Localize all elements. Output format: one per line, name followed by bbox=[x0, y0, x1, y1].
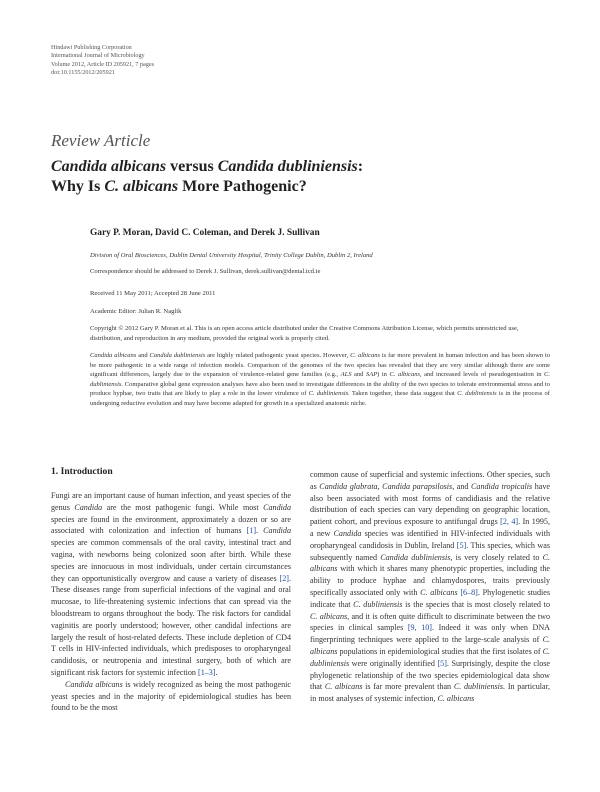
section-heading: 1. Introduction bbox=[51, 466, 113, 477]
received-dates: Received 11 May 2011; Accepted 28 June 2011 bbox=[90, 290, 216, 297]
text-run: and bbox=[136, 352, 150, 359]
italic-text: C. albicans bbox=[350, 352, 380, 359]
text-run: is widely recognized as being the most pathogenic yeast species and in the majority of epidemiological studies has been found to be the most bbox=[51, 679, 291, 713]
text-run: . Surprisingly, despite the close phylogenetic relationship of the two species epidemiological data show that bbox=[310, 658, 550, 692]
text-run: . Indeed it was only when DNA fingerprinting techniques were applied to the large-scale analysis of bbox=[310, 623, 551, 645]
italic-text: SAP bbox=[365, 371, 378, 379]
citation-link[interactable]: [5] bbox=[456, 540, 467, 550]
citation-link[interactable]: [2] bbox=[279, 573, 289, 583]
text-run: is in the process of undergoing reductive evolution and may have become adapted for growth in a specialized anatomic niche. bbox=[90, 390, 550, 407]
citation-link[interactable]: [1–3] bbox=[198, 667, 216, 677]
text-run: is far more prevalent than bbox=[362, 682, 454, 692]
italic-text: Candida bbox=[263, 502, 291, 512]
text-run: . In 1995, a new bbox=[310, 517, 550, 538]
citation-link[interactable]: [6–8] bbox=[460, 587, 478, 597]
text-run: with which it shares many phenotypic properties, including the ability to produce hyphae and chlamydospores, traits previously specifically associated only with bbox=[310, 564, 550, 597]
text-run: is the species that is most closely related to bbox=[402, 599, 550, 609]
author-list: Gary P. Moran, David C. Coleman, and Derek J. Sullivan bbox=[90, 228, 320, 238]
italic-text: Candida dubliniensis bbox=[149, 352, 206, 359]
text-run: . Phylogenetic studies indicate that bbox=[310, 587, 550, 609]
italic-text: C. albicans, bbox=[310, 611, 350, 621]
italic-text: C. dubliniensis bbox=[353, 599, 403, 609]
italic-text: ALS bbox=[340, 371, 352, 379]
italic-text: C. dubliniensis. bbox=[308, 390, 350, 398]
title-question-end: More Pathogenic? bbox=[178, 178, 307, 195]
text-run: Taken together, these data suggest that bbox=[349, 390, 458, 398]
article-title bbox=[51, 157, 551, 197]
text-run: and increased levels of pseudogenisation in bbox=[421, 371, 545, 379]
citation-link[interactable]: [2, 4] bbox=[500, 517, 519, 527]
affiliation-text: Division of Oral Biosciences, Dublin Dental University Hospital, Trinity College Dublin, Dublin 2, Ireland bbox=[90, 252, 373, 259]
paragraph bbox=[51, 679, 291, 714]
journal-name: International Journal of Microbiology bbox=[51, 52, 145, 60]
title-versus: versus bbox=[166, 158, 218, 175]
text-run: are the most pathogenic fungi. While most bbox=[102, 502, 264, 512]
text-run: and it is often quite difficult to discriminate between the two species in clinical samples bbox=[310, 611, 550, 633]
italic-text: C. albicans, bbox=[389, 371, 422, 379]
title-question-species: C. albicans bbox=[104, 178, 179, 195]
italic-text: C. albicans bbox=[437, 694, 475, 704]
italic-text: C. albicans bbox=[324, 682, 363, 692]
italic-text: Candida glabrata, Candida parapsilosis, bbox=[319, 481, 455, 491]
text-run: is very closely related to bbox=[452, 552, 543, 562]
citation-link[interactable]: [9, 10] bbox=[407, 623, 432, 633]
italic-text: Candida dubliniensis, bbox=[380, 552, 453, 562]
citation-link[interactable]: [5] bbox=[437, 658, 447, 668]
title-species-2: Candida dubliniensis bbox=[217, 158, 358, 175]
doi-link[interactable]: doi:10.1155/2012/205921 bbox=[51, 69, 115, 77]
text-run: species are common commensals of the oral cavity, intestinal tract and vagina, with newborns being colonized soon after birth. While these species are innocuous in most individuals, under certain circumstances they can opportunistically overgrow and cause a variety of diseases bbox=[51, 538, 291, 583]
text-run: common cause of superficial and systemic infections. Other species, such as bbox=[310, 470, 550, 491]
text-run: . bbox=[215, 667, 218, 677]
article-type: Review Article bbox=[51, 131, 151, 150]
text-run: species are found in the environment, approximately a dozen or so are associated with colonization and infection of humans bbox=[51, 514, 291, 536]
title-question-start: Why Is bbox=[51, 178, 105, 195]
publisher-name: Hindawi Publishing Corporation bbox=[51, 44, 132, 51]
italic-text: C. albicans bbox=[310, 552, 550, 574]
italic-text: C. dubliniensis bbox=[457, 390, 497, 398]
text-run: have also been associated with most forms of candidiasis and the relative distribution of each species can vary depending on geographic location, patient cohort, and previous exposure to antifungal drugs bbox=[310, 481, 551, 527]
italic-text: C. dubliniensis bbox=[310, 646, 550, 668]
correspondence: Correspondence should be addressed to Derek J. Sullivan, derek.sullivan@dental.tcd.ie bbox=[90, 268, 321, 275]
text-run: and bbox=[454, 481, 472, 491]
citation-link[interactable]: [1] bbox=[246, 526, 257, 536]
text-run: Fungi are an important cause of human infection, and yeast species of the genus bbox=[51, 491, 291, 512]
text-run: species was identified in HIV-infected individuals with oropharyngeal candidosis in Dublin, Ireland bbox=[310, 528, 551, 550]
text-run: is far more prevalent in human infection and has been shown to be more pathogenic in a wide range of infection models. Comparison of the genomes of the two species has revealed that they are very similar although there are some significant differences, largely due to the expansion of virulence-related gene families (e.g., bbox=[90, 352, 551, 379]
volume-info: Volume 2012, Article ID 205921, 7 pages bbox=[51, 60, 154, 68]
academic-editor: Academic Editor: Julian R. Naglik bbox=[90, 308, 182, 315]
text-run: Comparative global gene expression analyses have also been used to investigate differences in the ability of the two species to tolerate environmental stress and to produce hyphae, two traits that are likely to play a role in the lower virulence of bbox=[90, 380, 550, 398]
text-run: . bbox=[256, 526, 264, 536]
copyright-notice: Copyright © 2012 Gary P. Moran et al. This is an open access article distributed under the Creative Commons Attribution License, which permits unrestricted use, distribution, and reproduction in any medium, provided the original work is properly cited. bbox=[90, 325, 519, 342]
left-column bbox=[51, 490, 291, 714]
italic-text: Candida bbox=[74, 502, 103, 512]
publication-info bbox=[51, 44, 154, 78]
text-run: populations in epidemiological studies that the first isolates of bbox=[337, 646, 543, 656]
text-run: . This species, which was subsequently named bbox=[310, 540, 550, 562]
italic-text: C. dubliniensis. bbox=[90, 371, 550, 388]
text-run: were originally identified bbox=[349, 658, 438, 668]
text-run: In particular, in most analyses of systemic infection, bbox=[310, 682, 550, 704]
paragraph bbox=[51, 490, 291, 679]
italic-text: Candida albicans bbox=[65, 679, 123, 689]
italic-text: C. dubliniensis. bbox=[453, 682, 506, 692]
text-run: and bbox=[351, 371, 366, 379]
text-run: are highly related pathogenic yeast species. However, bbox=[205, 352, 351, 359]
text-run: ) in bbox=[377, 371, 390, 379]
italic-text: Candida bbox=[263, 526, 292, 536]
abstract bbox=[90, 351, 550, 408]
right-column bbox=[310, 469, 550, 705]
italic-text: C. albicans bbox=[310, 635, 550, 656]
italic-text: C. albicans bbox=[420, 587, 458, 597]
italic-text: Candida bbox=[333, 528, 362, 538]
text-run: . These diseases range from superficial infections of the vaginal and oral mucosae, to life-threatening systemic infections that can spread via the bloodstream to organs throughout the body. The risk factors for candidal vaginitis are poorly understood; however, other candidal infections are largely the result of host-related defects. These include depletion of CD4 T cells in HIV-infected individuals, which predisposes to oropharyngeal candidosis, or neutropenia and intestinal surgery, both of which are significant risk factors for systemic infection bbox=[51, 573, 291, 677]
affiliation bbox=[90, 251, 550, 261]
italic-text: Candida albicans bbox=[90, 352, 137, 359]
title-colon: : bbox=[357, 158, 364, 175]
paragraph bbox=[310, 469, 550, 705]
title-species-1: Candida albicans bbox=[51, 158, 167, 175]
italic-text: Candida tropicalis bbox=[471, 481, 533, 491]
